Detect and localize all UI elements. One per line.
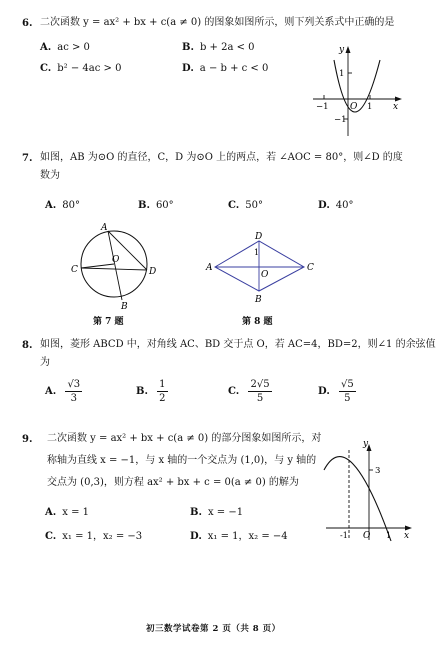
q8-option-b-fraction bbox=[157, 378, 167, 405]
q7-stem-line1: 如图，AB 为⊙O 的直径，C，D 为⊙O 上的两点，若 ∠AOC = 80°，则∠D 的度 bbox=[40, 152, 403, 163]
q6-option-a-text: ac > 0 bbox=[57, 42, 90, 53]
q9-stem-line3: 交点为 (0,3)，则方程 ax² + bx + c = 0(a ≠ 0) 的解为 bbox=[47, 477, 299, 488]
q8-label-angle-one: 1 bbox=[254, 248, 260, 257]
q6-label-one-y: 1 bbox=[339, 69, 345, 79]
q9-option-d-text: x₁ = 1，x₂ = −4 bbox=[207, 531, 288, 542]
q8-label-a: A bbox=[206, 263, 213, 273]
q7-label-b: B bbox=[121, 302, 128, 312]
q9-option-d bbox=[190, 527, 288, 542]
q8-label-o: O bbox=[261, 270, 269, 280]
q8-option-c bbox=[228, 378, 272, 405]
q6-parabola-figure bbox=[310, 40, 406, 138]
q7-option-d bbox=[318, 200, 354, 211]
q8-option-c-numerator: 2√5 bbox=[250, 379, 270, 390]
q6-option-c-text: b² − 4ac > 0 bbox=[57, 63, 122, 74]
q9-label-x: x bbox=[404, 531, 410, 541]
q8-option-d-key: D. bbox=[318, 386, 330, 397]
q8-number: 8. bbox=[22, 340, 33, 351]
q8-stem-line1: 如图，菱形 ABCD 中，对角线 AC、BD 交于点 O，若 AC=4，BD=2，则∠1 的余弦值 bbox=[40, 339, 436, 350]
q8-stem-line2: 为 bbox=[40, 357, 50, 368]
q8-label-c: C bbox=[307, 263, 314, 273]
q6-stem: 二次函数 y = ax² + bx + c(a ≠ 0) 的图象如图所示，则下列关系式中正确的是 bbox=[40, 17, 395, 28]
q9-label-one: 1 bbox=[386, 531, 392, 540]
q6-option-b bbox=[182, 42, 255, 53]
q6-label-neg-one-y: −1 bbox=[334, 115, 347, 125]
q7-stem-line2: 数为 bbox=[40, 170, 60, 181]
q6-option-d-key: D. bbox=[182, 63, 194, 74]
q8-rhombus-figure bbox=[200, 228, 324, 306]
q9-option-a bbox=[45, 507, 89, 518]
q9-option-a-text: x = 1 bbox=[62, 507, 89, 518]
q8-option-a-key: A. bbox=[45, 386, 57, 397]
q6-option-a bbox=[40, 42, 90, 53]
q8-rhombus bbox=[215, 241, 304, 291]
q9-option-c-text: x₁ = 1，x₂ = −3 bbox=[62, 531, 143, 542]
q9-label-y: y bbox=[363, 439, 369, 449]
q6-x-arrow bbox=[395, 97, 402, 102]
q7-option-a-text: 80° bbox=[62, 200, 80, 211]
q8-option-b-key: B. bbox=[136, 386, 148, 397]
q9-option-d-key: D. bbox=[190, 531, 202, 542]
q6-option-d bbox=[182, 63, 268, 74]
q6-number: 6. bbox=[22, 18, 33, 29]
q7-number: 7. bbox=[22, 153, 33, 164]
q9-option-a-key: A. bbox=[45, 507, 57, 518]
q8-option-c-fraction bbox=[248, 378, 271, 405]
q8-option-c-key: C. bbox=[228, 386, 240, 397]
q7-segment-oc bbox=[81, 264, 114, 268]
q6-label-one-x: 1 bbox=[367, 102, 373, 112]
q7-option-b bbox=[138, 200, 174, 211]
q6-option-a-key: A. bbox=[40, 42, 52, 53]
q9-option-c bbox=[45, 527, 142, 542]
q9-option-c-key: C. bbox=[45, 531, 57, 542]
q7-option-c bbox=[228, 200, 263, 211]
q7-option-c-key: C. bbox=[228, 200, 240, 211]
q8-option-b-numerator: 1 bbox=[159, 379, 166, 390]
q7-option-c-text: 50° bbox=[245, 200, 263, 211]
q7-caption: 第 7 题 bbox=[93, 317, 124, 327]
q7-option-b-text: 60° bbox=[155, 200, 174, 211]
q6-option-c bbox=[40, 63, 121, 74]
q8-label-d: D bbox=[255, 232, 263, 242]
q7-option-d-key: D. bbox=[318, 200, 330, 211]
q6-option-b-text: b + 2a < 0 bbox=[199, 42, 255, 53]
q7-label-o: O bbox=[112, 255, 120, 265]
q7-circle-figure bbox=[66, 220, 166, 312]
q9-label-origin: O bbox=[363, 531, 371, 541]
q8-option-b bbox=[136, 378, 168, 405]
q9-option-b-text: x = −1 bbox=[207, 507, 244, 518]
q9-stem-line1: 二次函数 y = ax² + bx + c(a ≠ 0) 的部分图象如图所示，对 bbox=[47, 433, 322, 444]
q8-option-d-fraction bbox=[339, 378, 356, 405]
q7-option-a bbox=[45, 200, 80, 211]
q7-diameter-ab bbox=[108, 231, 122, 300]
q9-option-b bbox=[190, 507, 243, 518]
q9-parabola-figure bbox=[322, 436, 418, 544]
q8-label-b: B bbox=[255, 295, 262, 305]
q6-option-b-key: B. bbox=[182, 42, 194, 53]
q8-option-a-denominator: 3 bbox=[70, 393, 77, 404]
q8-option-d-denominator: 5 bbox=[344, 393, 351, 404]
q8-option-d-numerator: √5 bbox=[340, 379, 354, 390]
q9-label-three: 3 bbox=[375, 466, 381, 476]
page-footer: 初三数学试卷第 2 页（共 8 页） bbox=[146, 624, 281, 634]
q6-label-x: x bbox=[393, 102, 399, 112]
q7-label-a: A bbox=[101, 223, 108, 233]
q7-option-b-key: B. bbox=[138, 200, 150, 211]
q6-option-c-key: C. bbox=[40, 63, 52, 74]
q8-caption: 第 8 题 bbox=[242, 317, 273, 327]
q6-label-neg-one-x: −1 bbox=[316, 102, 329, 112]
q8-option-d bbox=[318, 378, 356, 405]
q8-option-a bbox=[45, 378, 82, 405]
q9-stem-line2: 称轴为直线 x = −1，与 x 轴的一个交点为 (1,0)，与 y 轴的 bbox=[47, 455, 317, 466]
q9-x-arrow bbox=[405, 526, 412, 531]
q7-segment-cd bbox=[81, 268, 147, 270]
q6-label-origin: O bbox=[350, 102, 358, 112]
q8-option-a-numerator: √3 bbox=[67, 379, 81, 390]
q6-option-d-text: a − b + c < 0 bbox=[199, 63, 269, 74]
q7-option-a-key: A. bbox=[45, 200, 57, 211]
q9-option-b-key: B. bbox=[190, 507, 202, 518]
q6-label-y: y bbox=[339, 45, 345, 55]
q8-option-c-denominator: 5 bbox=[256, 393, 264, 404]
q6-y-arrow bbox=[346, 46, 351, 53]
q8-option-b-denominator: 2 bbox=[159, 393, 166, 404]
q7-option-d-text: 40° bbox=[335, 200, 354, 211]
q9-label-neg-one: -1 bbox=[340, 531, 348, 540]
q7-label-c: C bbox=[71, 265, 78, 275]
q7-label-d: D bbox=[149, 267, 157, 277]
q9-number: 9. bbox=[22, 434, 33, 445]
q8-option-a-fraction bbox=[65, 378, 82, 405]
